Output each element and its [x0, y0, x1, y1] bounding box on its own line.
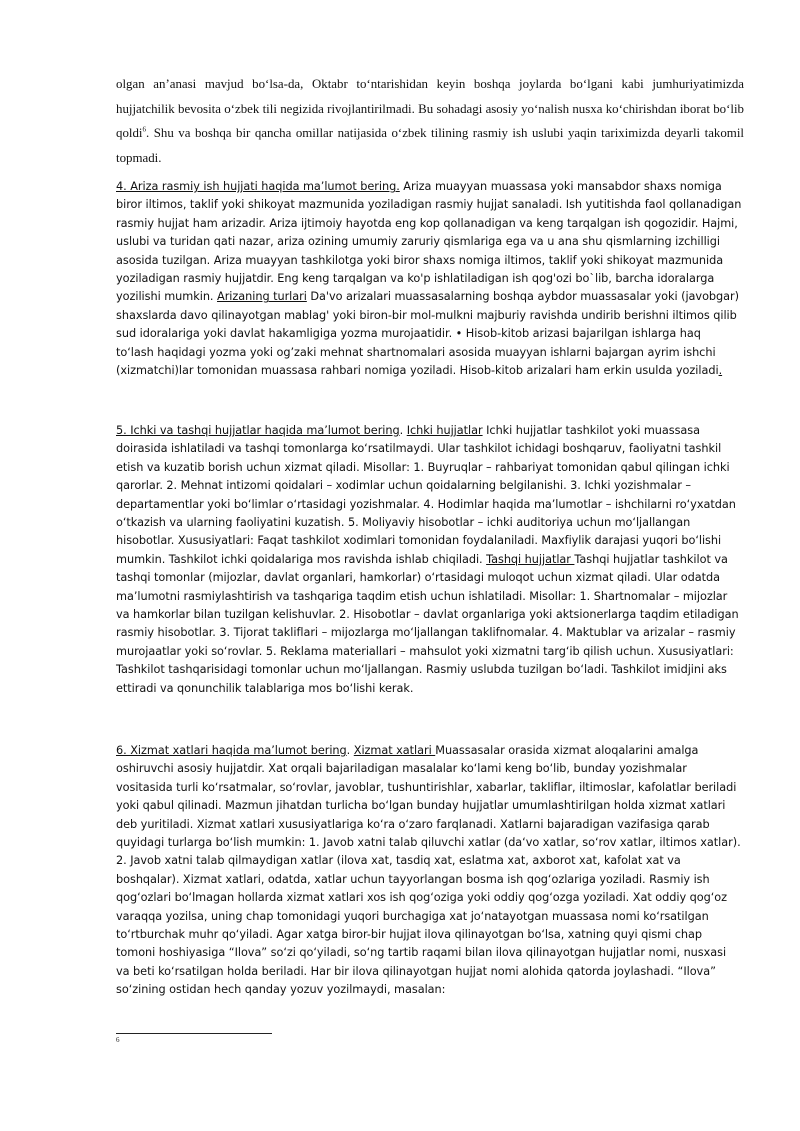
intro-paragraph — [116, 72, 744, 170]
ichki-hujjatlar-text: Ichki hujjatlar tashkilot yoki muassasa doirasida ishlatiladi va tashqi tomonlarga ko‘rsatilmaydi. Ular tashkilot ichidagi boshqaruv, faoliyatni tashkil etish va kuzatib borish uchun xizmat qiladi. Misollar: 1. Buyruqlar – rahbariyat tomonidan qabul qilingan ichki qarorlar. 2. Mehnat intizomi qoidalari – xodimlar uchun qoidalarning belgilanishi. 3. Ichki yozishmalar – departamentlar yoki bo‘limlar o‘rtasidagi yozishmalar. 4. Hodimlar haqida ma’lumotlar – ishchilarni ro‘yxatdan o‘tkazish va ularning faoliyatini kuzatish. 5. Moliyaviy hisobotlar – ichki auditoriya uchun mo‘ljallangan hisobotlar. Xususiyatlari: Faqat tashkilot xodimlari tomonidan foydalaniladi. Maxfiylik darajasi yuqori bo‘lishi mumkin. Tashkilot ichki qoidalariga mos ravishda ishlab chiqiladi. — [116, 424, 736, 566]
arizaning-turlari-label: Arizaning turlari — [217, 290, 307, 304]
section-4-text: Ariza muayyan muassasa yoki mansabdor shaxs nomiga biror iltimos, taklif yoki shikoyat mazmunida yoziladigan rasmiy hujjat sanaladi. Ish yutitishda faol qollanadigan rasmiy hujjat ham arizadir. Ariza ijtimoiy hayotda eng kop qollanadigan va keng tarqalgan ish qogozidir. Hajmi, uslubi va turidan qati nazar, ariza ozining umumiy zaruriy qismlariga ega va u ana shu qismlarning izchilligi asosida tuzilgan. Ariza muayyan tashkilotga yoki biror shaxs nomiga iltimos, taklif yoki shikoyat mazmunida yoziladigan rasmiy hujjatdir. Eng keng tarqalgan va ko'p ishlatiladigan ish qog'ozi bo`lib, barcha idoralarga yozilishi mumkin. — [116, 180, 742, 304]
xizmat-xatlari-text: Muassasalar orasida xizmat aloqalarini amalga oshiruvchi asosiy hujjatdir. Xat orqali bajariladigan masalalar ko‘lami keng bo‘lib, bunday yozishmalar vositasida turli ko‘rsatmalar, so‘rovlar, javoblar, tushuntirishlar, xabarlar, takliflar, iltimoslar, kafolatlar beriladi yoki qabul qilinadi. Mazmun jihatdan turlicha bo‘lgan bunday hujjatlar umumlashtirilgan holda xizmat xatlari deb yuritiladi. Xizmat xatlari xususiyatlariga ko‘ra o‘zaro farqlanadi. Xatlarni bajaradigan vazifasiga qarab quyidagi turlarga bo‘lish mumkin: 1. Javob xatni talab qiluvchi xatlar (da‘vo xatlar, so‘rov xatlar, iltimos xatlar). 2. Javob xatni talab qilmaydigan xatlar (ilova xat, tasdiq xat, eslatma xat, axborot xat, kafolat xat va boshqalar). Xizmat xatlari, odatda, xatlar uchun tayyorlangan bosma ish qog‘ozlariga yoziladi. Rasmiy ish qog‘ozlari bo‘lmagan hollarda xizmat xatlari xos ish qog‘oziga yoki oddiy qog‘ozga yoziladi. Xat oddiy qog‘oz varaqqa yozilsa, uning chap tomonidagi yuqori burchagiga xat jo‘natayotgan muassasa nomi ko‘rsatilgan to‘rtburchak muhr qo‘yiladi. Agar xatga biror-bir hujjat ilova qilinayotgan bo‘lsa, xatning quyi qismi chap tomoni hoshiyasiga “Ilova” so‘zi qo‘yiladi, so‘ng tartib raqami bilan ilova qilinayotgan hujjatlar nomi, nusxasi va beti ko‘rsatilgan holda beriladi. Har bir ilova qilinayotgan hujjat nomi alohida qatorda joylashadi. “Ilova” so‘zining ostidan hech qanday yozuv yozilmaydi, masalan: — [116, 744, 741, 997]
footnote-mark: 6 — [116, 1036, 120, 1044]
section-4-end-mark: . — [718, 364, 723, 378]
section-6-paragraph — [116, 742, 742, 1000]
footnote-separator — [116, 1033, 272, 1034]
section-5-paragraph — [116, 422, 742, 698]
section-5-heading: 5. Ichki va tashqi hujjatlar haqida ma’lumot bering — [116, 424, 400, 437]
section-5-dot: . — [399, 424, 404, 437]
section-6-dot: . — [346, 744, 354, 757]
section-6-heading: 6. Xizmat xatlari haqida ma’lumot bering — [116, 744, 347, 757]
intro-text-after: . Shu va boshqa bir qancha omillar natijasida o‘zbek tilining rasmiy ish uslubi yaqin tariximizda deyarli takomil topmadi. — [116, 126, 744, 165]
intro-text: olgan an’anasi mavjud bo‘lsa-da, Oktabr to‘ntarishidan keyin boshqa joylarda bo‘lgani kabi jumhuriyatimizda hujjatchilik bevosita o‘zbek tili negizida rivojlantirilmadi. Bu sohadagi asosiy yo‘nalish nusxa ko‘chirishdan iborat bo‘lib qoldi — [116, 77, 744, 141]
tashqi-hujjatlar-label: Tashqi hujjatlar — [486, 552, 575, 566]
section-4-paragraph — [116, 178, 742, 380]
footnote-reference[interactable]: 6 — [142, 125, 146, 134]
tashqi-hujjatlar-text: Tashqi hujjatlar tashkilot va tashqi tomonlar (mijozlar, davlat organlari, hamkorlar) o‘rtasidagi muloqot uchun xizmat qiladi. Ular odatda ma’lumotni rasmiylashtirish va tashqariga taqdim etish uchun ishlatiladi. Misollar: 1. Shartnomalar – mijozlar va hamkorlar bilan tuzilgan kelishuvlar. 2. Hisobotlar – davlat organlariga yoki aktsionerlarga taqdim etiladigan rasmiy hisobotlar. 3. Tijorat takliflari – mijozlarga mo‘ljallangan taklifnomalar. 4. Maktublar va arizalar – rasmiy murojaatlar yoki so‘rovlar. 5. Reklama materiallari – mahsulot yoki xizmatni targ‘ib qilish uchun. Xususiyatlari: Tashkilot tashqarisidagi tomonlar uchun mo‘ljallangan. Rasmiy uslubda tuzilgan bo‘ladi. Tashkilot imidjini aks ettiradi va qonunchilik talablariga mos bo‘lishi kerak. — [116, 552, 739, 695]
section-4-heading: 4. Ariza rasmiy ish hujjati haqida ma’lumot bering. — [116, 180, 400, 193]
ichki-hujjatlar-label: Ichki hujjatlar — [406, 424, 483, 437]
xizmat-xatlari-label: Xizmat xatlari — [353, 744, 436, 757]
section-4-text-2: Da'vo arizalari muassasalarning boshqa aybdor muassasalar yoki (javobgar) shaxslarda davo qilinayotgan mablag' yoki biron-bir mol-mulkni majburiy ravishda undirib berishni iltimos qilib sud idoralariga yoki davlat hakamligiga yozma murojaatidir. • Hisob-kitob arizasi bajarilgan ishlarga haq to‘lash haqidagi yozma yoki og’zaki mehnat shartnomalari asosida muayyan ishlarni bajargan ayrim ishchi (xizmatchi)lar tomonidan muassasa rahbari nomiga yoziladi. Hisob-kitob arizalari ham erkin usulda yoziladi — [116, 290, 739, 378]
